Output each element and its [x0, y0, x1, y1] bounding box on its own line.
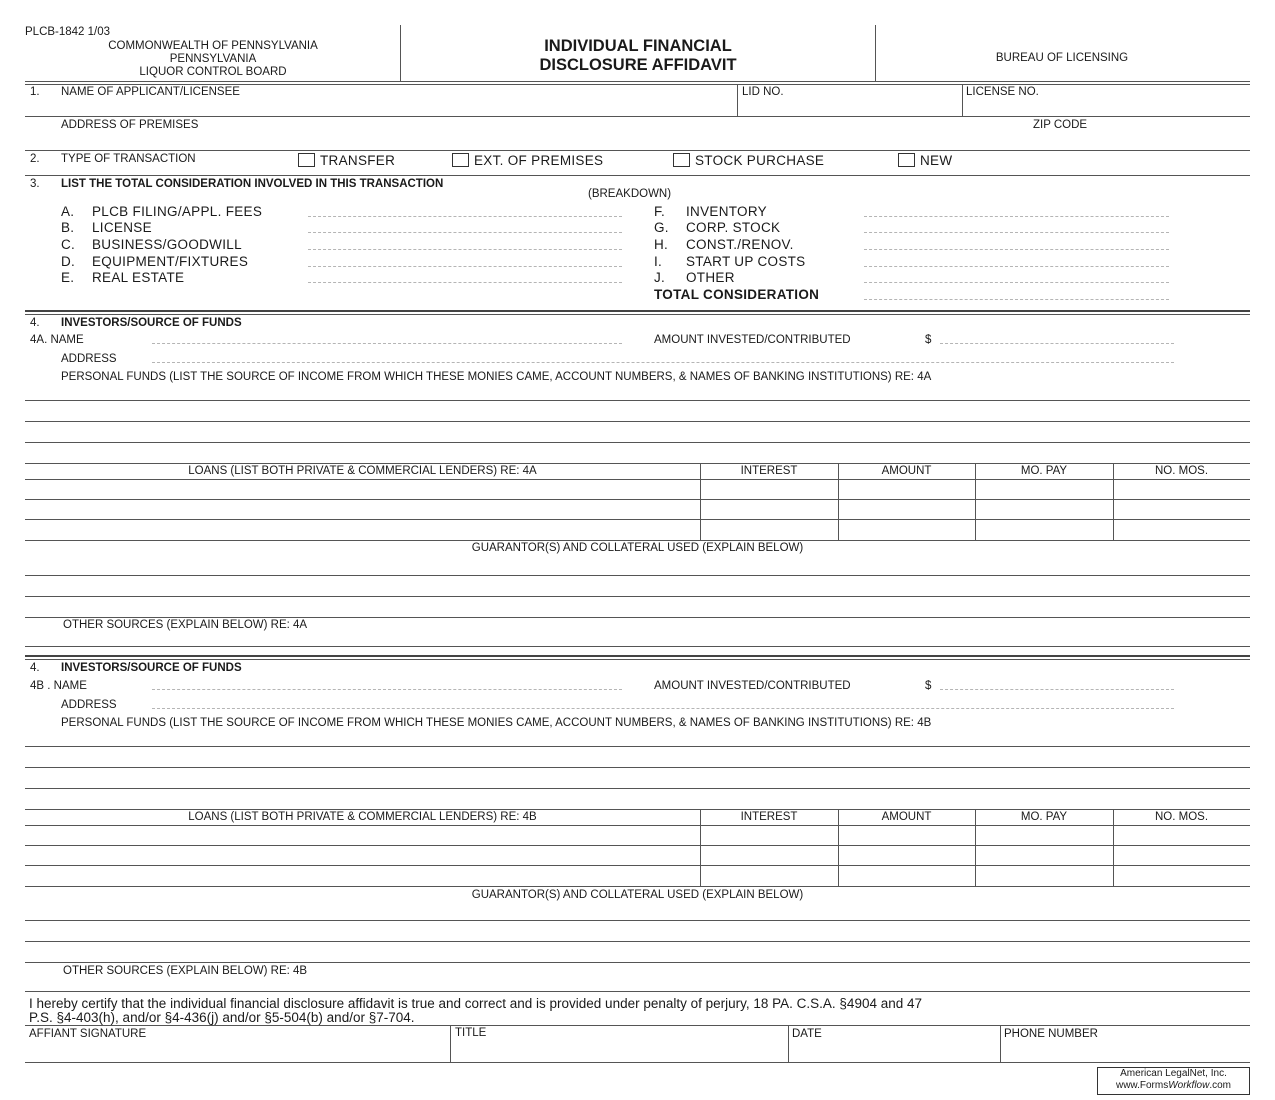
item-e-letter: E.: [61, 270, 75, 285]
agency-line-1: COMMONWEALTH OF PENNSYLVANIA: [108, 40, 318, 52]
signature-divider-1: [450, 1025, 451, 1062]
section-4b-number: 4.: [30, 662, 40, 674]
other-sources-4b-label: OTHER SOURCES (EXPLAIN BELOW) RE: 4B: [63, 965, 308, 977]
phone-number-label: PHONE NUMBER: [1004, 1028, 1098, 1040]
publisher-url-italic: Workflow: [1168, 1080, 1210, 1091]
section-4b-heading: INVESTORS/SOURCE OF FUNDS: [61, 662, 242, 674]
loans-4a-col-divider-3: [975, 463, 976, 540]
form-id: PLCB-1842 1/03: [25, 26, 111, 38]
item-i-letter: I.: [654, 254, 663, 269]
loans-4a-label: LOANS (LIST BOTH PRIVATE & COMMERCIAL LENDERS) RE: 4A: [188, 465, 537, 477]
signature-row-top: [25, 1025, 1250, 1026]
section-3-number: 3.: [30, 178, 40, 190]
investor-4b-address-field[interactable]: [152, 708, 1174, 709]
item-b-field[interactable]: [308, 232, 622, 233]
guarantor-4b-line-3[interactable]: [25, 962, 1250, 963]
item-j-label: OTHER: [686, 270, 735, 285]
item-j-letter: J.: [654, 270, 666, 285]
lid-no-field[interactable]: [742, 99, 958, 115]
guarantor-4b-line-1[interactable]: [25, 920, 1250, 921]
lid-divider: [737, 84, 738, 116]
new-option-label: NEW: [920, 153, 953, 168]
publisher-url-suffix: .com: [1209, 1080, 1232, 1091]
guarantor-4a-line-2[interactable]: [25, 596, 1250, 597]
investor-4b-name-field[interactable]: [152, 689, 622, 690]
investor-4a-dollar-sign: $: [925, 334, 932, 346]
investor-4a-address-label: ADDRESS: [61, 353, 117, 365]
zip-code-label: ZIP CODE: [1033, 119, 1088, 131]
section-4a-heading: INVESTORS/SOURCE OF FUNDS: [61, 317, 242, 329]
item-g-letter: G.: [654, 220, 669, 235]
form-title: [402, 37, 874, 75]
item-c-label: BUSINESS/GOODWILL: [92, 237, 242, 252]
personal-funds-4a-line-1[interactable]: [25, 400, 1250, 401]
item-d-letter: D.: [61, 254, 76, 269]
premises-address-label: ADDRESS OF PREMISES: [61, 119, 199, 131]
loans-4a-row-2[interactable]: [25, 500, 700, 519]
guarantor-4a-line-1[interactable]: [25, 575, 1250, 576]
publisher-name: American LegalNet, Inc.: [1120, 1068, 1227, 1079]
ext-premises-option-label: EXT. OF PREMISES: [474, 153, 604, 168]
loans-4b-row-2[interactable]: [25, 846, 700, 865]
affiant-signature-field[interactable]: [29, 1042, 445, 1060]
date-label: DATE: [792, 1028, 822, 1040]
header-divider-1: [400, 25, 401, 81]
section-4a-number: 4.: [30, 317, 40, 329]
item-f-field[interactable]: [864, 216, 1169, 217]
section-4b-top-rule-2: [25, 659, 1250, 660]
loans-4b-col-no-mos: NO. MOS.: [1154, 811, 1209, 823]
personal-funds-4b-line-3[interactable]: [25, 788, 1250, 789]
loans-4a-header-top: [25, 463, 1250, 464]
new-checkbox[interactable]: [898, 153, 915, 167]
zip-code-field[interactable]: [1033, 132, 1243, 148]
investor-4a-personal-funds-label: PERSONAL FUNDS (LIST THE SOURCE OF INCOME FROM WHICH THESE MONIES CAME, ACCOUNT NUMBERS, & NAMES OF BANKING INSTITUTIONS) RE: 4A: [61, 371, 932, 383]
item-i-field[interactable]: [864, 266, 1169, 267]
section-2-number: 2.: [30, 153, 40, 165]
section-4a-top-rule: [25, 310, 1250, 312]
section-3-top-rule: [25, 175, 1250, 176]
item-c-letter: C.: [61, 237, 76, 252]
stock-purchase-option-label: STOCK PURCHASE: [695, 153, 825, 168]
item-h-label: CONST./RENOV.: [686, 237, 794, 252]
section-4a-top-rule-2: [25, 314, 1250, 315]
item-g-field[interactable]: [864, 232, 1169, 233]
license-no-label: LICENSE NO.: [966, 86, 1039, 98]
license-no-field[interactable]: [966, 99, 1246, 115]
agency-line-2: PENNSYLVANIA: [169, 53, 257, 65]
item-c-field[interactable]: [308, 249, 622, 250]
investor-4b-name-label: 4B . NAME: [30, 680, 87, 692]
item-j-field[interactable]: [864, 282, 1169, 283]
loans-4a-row-1[interactable]: [25, 480, 700, 499]
loans-4b-row-1[interactable]: [25, 826, 700, 845]
loans-4b-header-top: [25, 809, 1250, 810]
item-h-field[interactable]: [864, 249, 1169, 250]
title-field[interactable]: [455, 1042, 783, 1060]
publisher-url: [1098, 1080, 1249, 1092]
item-b-letter: B.: [61, 220, 75, 235]
investor-4a-amount-field[interactable]: [940, 343, 1174, 344]
loans-4b-col-interest: INTEREST: [740, 811, 798, 823]
item-a-label: PLCB FILING/APPL. FEES: [92, 204, 263, 219]
item-h-letter: H.: [654, 237, 669, 252]
form-title-line-1: INDIVIDUAL FINANCIAL: [544, 37, 732, 55]
publisher-url-prefix: www.Forms: [1115, 1080, 1169, 1091]
loans-4b-col-amount: AMOUNT: [881, 811, 932, 823]
header-rule: [25, 81, 1250, 82]
loans-4a-row-3[interactable]: [25, 520, 700, 539]
investor-4a-name-field[interactable]: [152, 343, 622, 344]
signature-divider-2: [788, 1025, 789, 1062]
section-1-rule: [25, 116, 1250, 117]
loans-4a-col-amount: AMOUNT: [881, 465, 932, 477]
total-consideration-field[interactable]: [864, 299, 1169, 300]
breakdown-label: (BREAKDOWN): [588, 188, 672, 200]
other-sources-4a-line[interactable]: [25, 646, 1250, 647]
applicant-name-label: NAME OF APPLICANT/LICENSEE: [61, 86, 240, 98]
item-b-label: LICENSE: [92, 220, 152, 235]
transfer-option-label: TRANSFER: [320, 153, 396, 168]
personal-funds-4a-line-3[interactable]: [25, 442, 1250, 443]
transfer-checkbox[interactable]: [298, 153, 315, 167]
bureau-label: BUREAU OF LICENSING: [995, 52, 1129, 64]
loans-4b-col-mo-pay: MO. PAY: [1020, 811, 1068, 823]
premises-address-field[interactable]: [61, 132, 1021, 148]
date-field[interactable]: [792, 1042, 996, 1060]
item-f-letter: F.: [654, 204, 666, 219]
loans-4a-col-divider-4: [1113, 463, 1114, 540]
guarantor-4b-label: GUARANTOR(S) AND COLLATERAL USED (EXPLAIN BELOW): [471, 889, 804, 901]
publisher-badge: [1097, 1067, 1250, 1095]
other-sources-4b-line[interactable]: [25, 991, 1250, 992]
loans-4a-col-divider-2: [838, 463, 839, 540]
personal-funds-4a-line-2[interactable]: [25, 421, 1250, 422]
item-e-label: REAL ESTATE: [92, 270, 185, 285]
agency-line-3: LIQUOR CONTROL BOARD: [139, 66, 287, 78]
title-label: TITLE: [455, 1027, 487, 1039]
license-divider: [962, 84, 963, 116]
investor-4a-name-label: 4A. NAME: [30, 334, 84, 346]
loans-4b-col-divider-2: [838, 809, 839, 886]
loans-4b-label: LOANS (LIST BOTH PRIVATE & COMMERCIAL LENDERS) RE: 4B: [188, 811, 537, 823]
item-d-field[interactable]: [308, 266, 622, 267]
section-2-top-rule: [25, 150, 1250, 151]
loans-4b-row-3[interactable]: [25, 866, 700, 885]
guarantor-4a-label: GUARANTOR(S) AND COLLATERAL USED (EXPLAIN BELOW): [471, 542, 804, 554]
loans-4a-col-divider-1: [700, 463, 701, 540]
investor-4a-amount-label: AMOUNT INVESTED/CONTRIBUTED: [654, 334, 851, 346]
item-a-field[interactable]: [308, 216, 622, 217]
item-d-label: EQUIPMENT/FIXTURES: [92, 254, 249, 269]
section-1-number: 1.: [30, 86, 40, 98]
investor-4b-dollar-sign: $: [925, 680, 932, 692]
signature-divider-3: [1000, 1025, 1001, 1062]
phone-number-field[interactable]: [1004, 1042, 1246, 1060]
loans-4a-col-interest: INTEREST: [740, 465, 798, 477]
item-i-label: START UP COSTS: [686, 254, 806, 269]
loans-4a-bottom: [25, 540, 1250, 541]
transaction-type-label: TYPE OF TRANSACTION: [61, 153, 196, 165]
section-4b-top-rule: [25, 655, 1250, 657]
stock-purchase-checkbox[interactable]: [673, 153, 690, 167]
affiant-signature-label: AFFIANT SIGNATURE: [29, 1028, 147, 1040]
investor-4b-amount-field[interactable]: [940, 689, 1174, 690]
loans-4b-col-divider-4: [1113, 809, 1114, 886]
loans-4a-col-mo-pay: MO. PAY: [1020, 465, 1068, 477]
certification-line-1: I hereby certify that the individual financial disclosure affidavit is true and correct and is provided under penalty of perjury, 18 PA. C.S.A. §4904 and 47: [29, 996, 923, 1011]
item-f-label: INVENTORY: [686, 204, 767, 219]
form-title-line-2: DISCLOSURE AFFIDAVIT: [539, 56, 737, 74]
personal-funds-4b-line-2[interactable]: [25, 767, 1250, 768]
investor-4b-amount-label: AMOUNT INVESTED/CONTRIBUTED: [654, 680, 851, 692]
investor-4b-address-label: ADDRESS: [61, 699, 117, 711]
loans-4b-col-divider-1: [700, 809, 701, 886]
signature-row-bottom: [25, 1062, 1250, 1063]
applicant-name-field[interactable]: [61, 99, 733, 115]
guarantor-4b-line-2[interactable]: [25, 941, 1250, 942]
ext-premises-checkbox[interactable]: [452, 153, 469, 167]
total-consideration-heading: LIST THE TOTAL CONSIDERATION INVOLVED IN THIS TRANSACTION: [61, 178, 444, 190]
loans-4b-col-divider-3: [975, 809, 976, 886]
certification-line-2: P.S. §4-403(h), and/or §4-436(j) and/or §5-504(b) and/or §7-704.: [29, 1010, 415, 1025]
agency-block: [60, 40, 366, 79]
personal-funds-4b-line-1[interactable]: [25, 746, 1250, 747]
investor-4a-address-field[interactable]: [152, 362, 1174, 363]
lid-no-label: LID NO.: [742, 86, 784, 98]
item-e-field[interactable]: [308, 282, 622, 283]
loans-4b-bottom: [25, 886, 1250, 887]
other-sources-4a-label: OTHER SOURCES (EXPLAIN BELOW) RE: 4A: [63, 619, 308, 631]
loans-4a-col-no-mos: NO. MOS.: [1154, 465, 1209, 477]
item-a-letter: A.: [61, 204, 75, 219]
item-g-label: CORP. STOCK: [686, 220, 781, 235]
total-consideration-label: TOTAL CONSIDERATION: [654, 287, 820, 302]
investor-4b-personal-funds-label: PERSONAL FUNDS (LIST THE SOURCE OF INCOME FROM WHICH THESE MONIES CAME, ACCOUNT NUMBERS, & NAMES OF BANKING INSTITUTIONS) RE: 4B: [61, 717, 932, 729]
